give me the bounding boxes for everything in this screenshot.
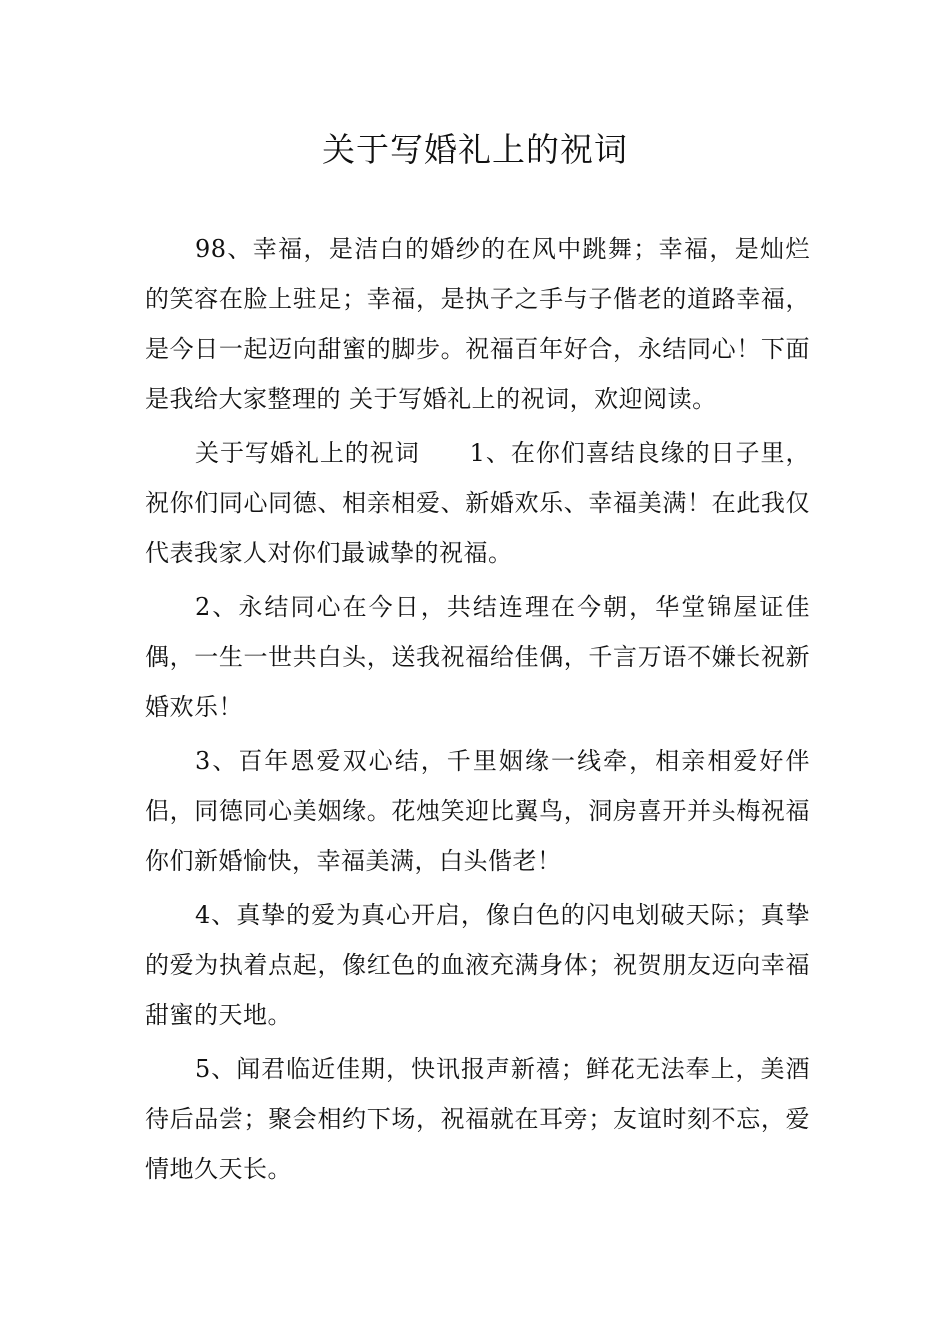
- paragraph-wish-4: 4、真挚的爱为真心开启，像白色的闪电划破天际；真挚的爱为执着点起，像红色的血液充满身体；祝贺朋友迈向幸福甜蜜的天地。: [145, 901, 810, 1029]
- paragraph-intro: 98、幸福，是洁白的婚纱的在风中跳舞；幸福，是灿烂的笑容在脸上驻足；幸福，是执子之手与子偕老的道路幸福，是今日一起迈向甜蜜的脚步。祝福百年好合，永结同心！下面是我给大家整理的 关于写婚礼上的祝词，欢迎阅读。: [145, 235, 810, 413]
- paragraph-wish-5: 5、闻君临近佳期，快讯报声新禧；鲜花无法奉上，美酒待后品尝；聚会相约下场，祝福就在耳旁；友谊时刻不忘，爱情地久天长。: [145, 1055, 810, 1183]
- document-title: 关于写婚礼上的祝词: [322, 130, 628, 169]
- document-body: [145, 224, 810, 1198]
- paragraph-wish-1: 关于写婚礼上的祝词 1、在你们喜结良缘的日子里，祝你们同心同德、相亲相爱、新婚欢乐、幸福美满！在此我仅代表我家人对你们最诚挚的祝福。: [145, 439, 810, 567]
- paragraph-wish-2: 2、永结同心在今日，共结连理在今朝，华堂锦屋证佳偶，一生一世共白头，送我祝福给佳偶，千言万语不嫌长祝新婚欢乐！: [145, 593, 810, 721]
- paragraph-wish-3: 3、百年恩爱双心结，千里姻缘一线牵，相亲相爱好伴侣，同德同心美姻缘。花烛笑迎比翼鸟，洞房喜开并头梅祝福你们新婚愉快，幸福美满，白头偕老！: [145, 747, 810, 875]
